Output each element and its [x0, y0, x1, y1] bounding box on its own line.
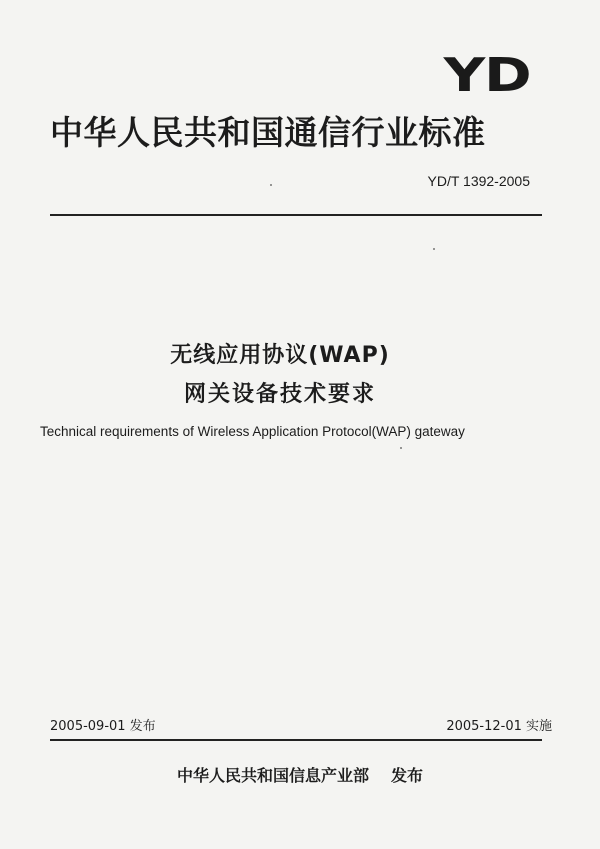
- document-title-cn-line2: 网关设备技术要求: [183, 382, 376, 407]
- scan-speck: [400, 447, 402, 449]
- publisher-name: 中华人民共和国信息产业部: [176, 766, 369, 785]
- yd-logo: YD: [443, 48, 530, 102]
- top-divider: [50, 214, 542, 216]
- scan-speck: [433, 248, 435, 250]
- scan-speck: [270, 184, 272, 186]
- standard-body-title: 中华人民共和国通信行业标准: [50, 113, 486, 152]
- issue-date: 2005-09-01 发布: [50, 719, 156, 734]
- publisher-line: [0, 765, 600, 787]
- document-title-en: Technical requirements of Wireless Application Protocol(WAP) gateway: [40, 424, 465, 439]
- bottom-divider: [50, 739, 542, 741]
- publisher-suffix: 发布: [391, 766, 424, 785]
- standard-code: YD/T 1392-2005: [427, 173, 530, 189]
- implementation-date: 2005-12-01 实施: [446, 719, 552, 734]
- document-title-cn-line1: 无线应用协议(WAP): [170, 343, 390, 368]
